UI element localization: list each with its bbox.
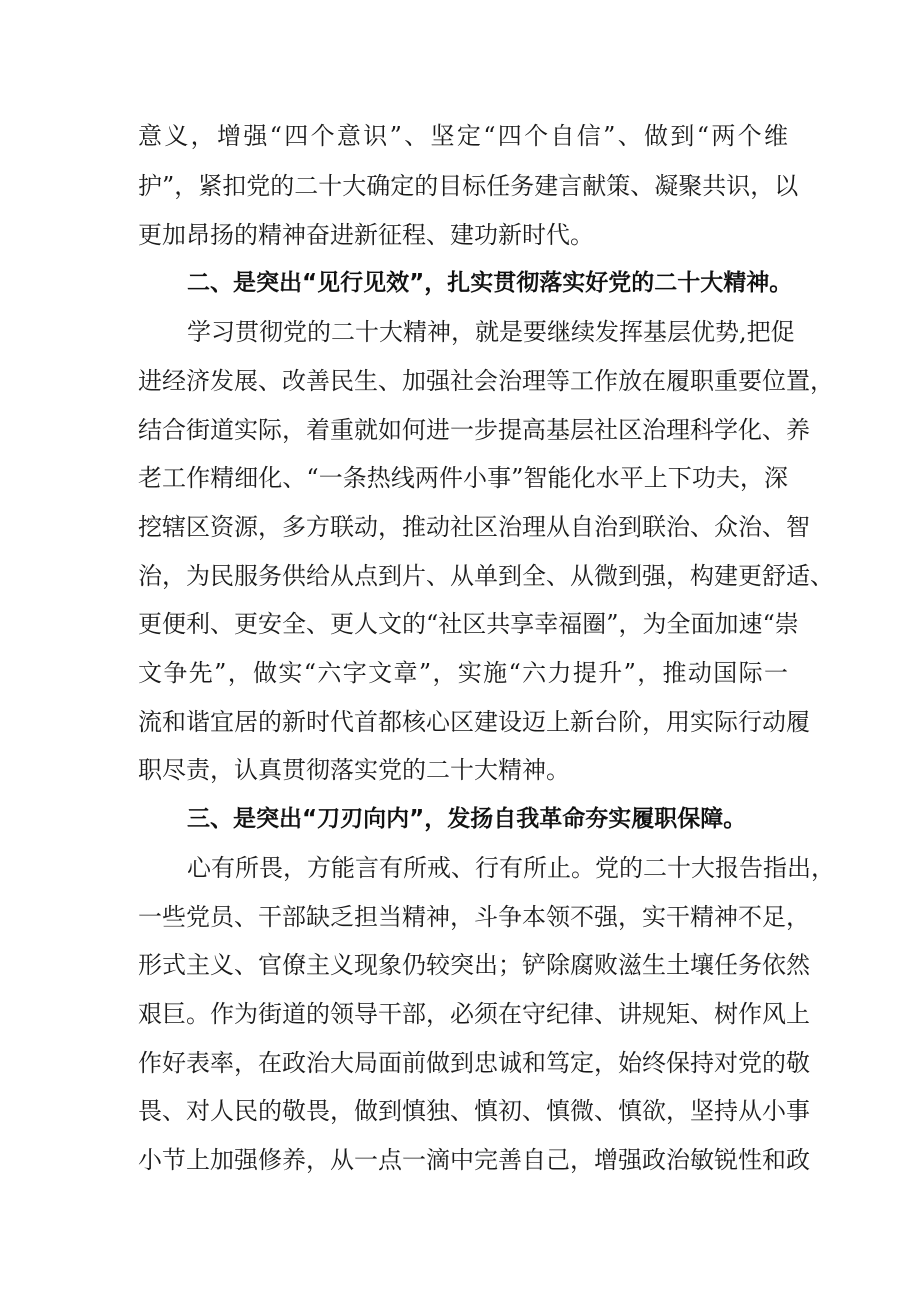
text-line: 挖辖区资源，多方联动，推动社区治理从自治到联治、众治、智 [138, 513, 810, 541]
text-line: 治，为民服务供给从点到片、从单到全、从微到强，构建更舒适、 [138, 562, 834, 590]
text-line: 进经济发展、改善民生、加强社会治理等工作放在履职重要位置， [138, 367, 834, 395]
text-line: 更便利、更安全、更人文的“社区共享幸福圈”，为全面加速“崇 [138, 610, 799, 638]
text-line: 学习贯彻党的二十大精神，就是要继续发挥基层优势,把促 [187, 318, 795, 346]
text-line: 形式主义、官僚主义现象仍较突出；铲除腐败滋生土壤任务依然 [138, 951, 810, 979]
text-line: 小节上加强修养，从一点一滴中完善自己，增强政治敏锐性和政 [138, 1146, 810, 1174]
text-line: 一些党员、干部缺乏担当精神，斗争本领不强，实干精神不足， [138, 903, 810, 931]
text-line: 职尽责，认真贯彻落实党的二十大精神。 [138, 756, 570, 784]
text-line: 护”，紧扣党的二十大确定的目标任务建言献策、凝聚共识，以 [138, 172, 799, 200]
text-line: 意义，增强“四个意识”、坚定“四个自信”、做到“两个维 [138, 122, 788, 150]
section-heading-3: 三、是突出“刀刃向内”，发扬自我革命夯实履职保障。 [187, 806, 747, 832]
text-line: 作好表率，在政治大局面前做到忠诚和笃定，始终保持对党的敬 [138, 1049, 810, 1077]
text-line: 流和谐宜居的新时代首都核心区建设迈上新台阶，用实际行动履 [138, 708, 810, 736]
text-line: 老工作精细化、“一条热线两件小事”智能化水平上下功夫，深 [138, 464, 788, 492]
text-line: 文争先”，做实“六字文章”，实施“六力提升”，推动国际一 [138, 659, 788, 687]
text-line: 更加昂扬的精神奋进新征程、建功新时代。 [138, 221, 594, 249]
text-line: 艰巨。作为街道的领导干部，必须在守纪律、讲规矩、树作风上 [138, 1000, 810, 1028]
section-heading-2: 二、是突出“见行见效”，扎实贯彻落实好党的二十大精神。 [187, 270, 793, 296]
text-line: 心有所畏，方能言有所戒、行有所止。党的二十大报告指出， [187, 854, 835, 882]
text-line: 结合街道实际，着重就如何进一步提高基层社区治理科学化、养 [138, 416, 810, 444]
text-line: 畏、对人民的敬畏，做到慎独、慎初、慎微、慎欲，坚持从小事 [138, 1097, 810, 1125]
